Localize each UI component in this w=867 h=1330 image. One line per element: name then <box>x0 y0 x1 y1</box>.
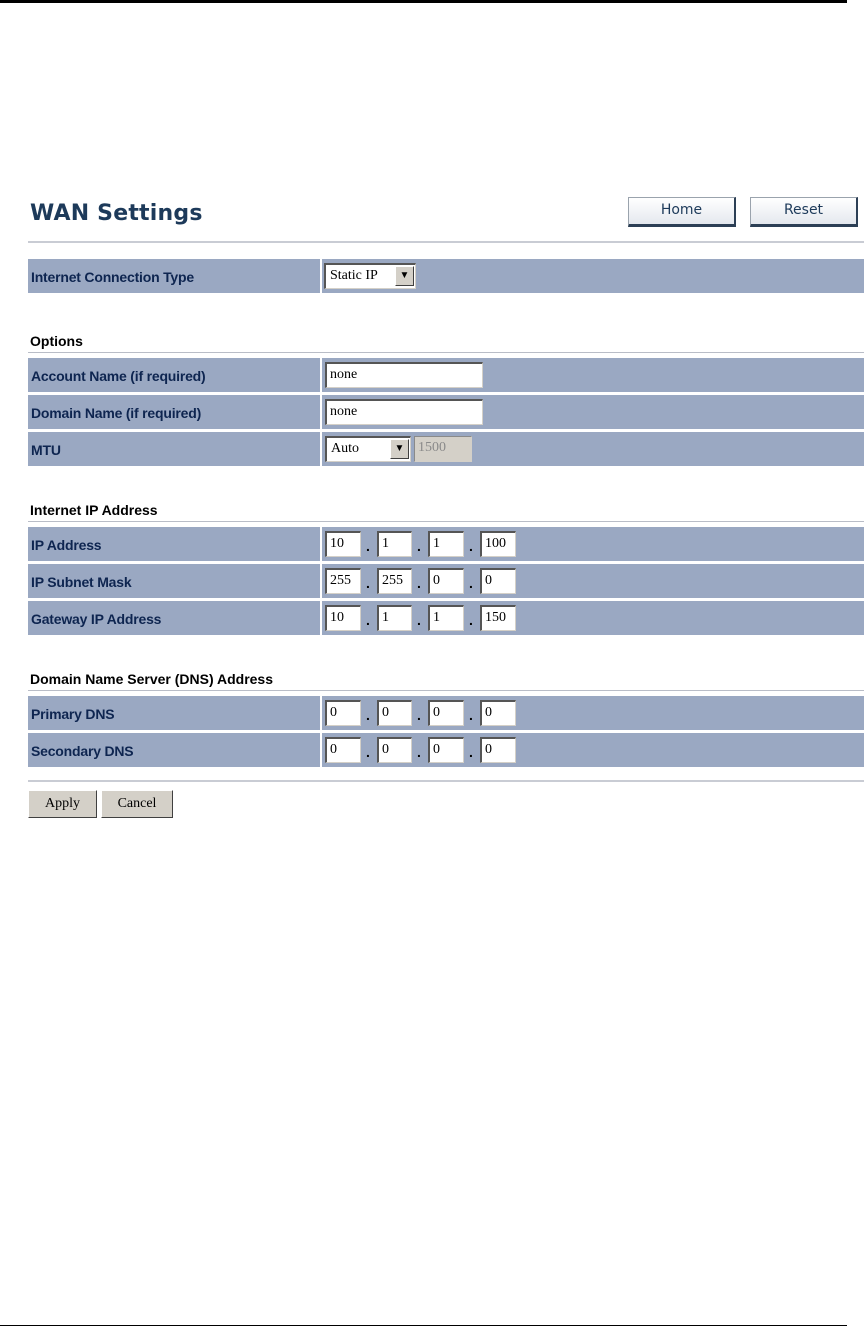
octet-separator: . <box>469 612 473 628</box>
octet-separator: . <box>417 744 421 760</box>
connection-type-row <box>28 259 864 293</box>
secondary-dns-octet-1[interactable]: 0 <box>325 737 361 763</box>
account-name-row <box>28 358 864 392</box>
bottom-rule <box>0 1325 847 1326</box>
dns-heading: Domain Name Server (DNS) Address <box>30 671 274 687</box>
page-header <box>28 195 864 243</box>
secondary-dns-octet-3[interactable]: 0 <box>428 737 464 763</box>
primary-dns-octet-1[interactable]: 0 <box>325 700 361 726</box>
connection-type-label: Internet Connection Type <box>31 269 194 285</box>
octet-separator: . <box>469 707 473 723</box>
mask-octet-4[interactable]: 0 <box>480 568 516 594</box>
reset-button[interactable]: Reset <box>750 197 858 227</box>
gateway-octet-2[interactable]: 1 <box>377 605 412 631</box>
account-name-label: Account Name (if required) <box>31 368 206 384</box>
octet-separator: . <box>366 538 370 554</box>
octet-separator: . <box>366 612 370 628</box>
octet-separator: . <box>469 575 473 591</box>
gateway-octet-3[interactable]: 1 <box>428 605 464 631</box>
options-divider <box>28 352 864 353</box>
secondary-dns-row <box>28 733 864 767</box>
primary-dns-octet-3[interactable]: 0 <box>428 700 464 726</box>
header-divider <box>28 241 864 243</box>
octet-separator: . <box>366 744 370 760</box>
gateway-octet-1[interactable]: 10 <box>325 605 361 631</box>
options-heading: Options <box>30 333 83 349</box>
gateway-label: Gateway IP Address <box>31 611 162 627</box>
connection-type-value: Static IP <box>330 268 378 283</box>
ip-octet-4[interactable]: 100 <box>480 531 516 557</box>
subnet-mask-label: IP Subnet Mask <box>31 574 132 590</box>
octet-separator: . <box>469 538 473 554</box>
ip-address-label: IP Address <box>31 537 102 553</box>
primary-dns-octet-2[interactable]: 0 <box>377 700 412 726</box>
apply-button[interactable]: Apply <box>28 790 97 818</box>
chevron-down-icon[interactable]: ▼ <box>390 439 409 459</box>
mtu-label: MTU <box>31 442 61 458</box>
secondary-dns-label: Secondary DNS <box>31 743 134 759</box>
mtu-mode-select[interactable] <box>325 436 411 462</box>
secondary-dns-octet-4[interactable]: 0 <box>480 737 516 763</box>
gateway-octet-4[interactable]: 150 <box>480 605 516 631</box>
footer-divider <box>28 780 864 782</box>
cancel-button[interactable]: Cancel <box>101 790 173 818</box>
primary-dns-octet-4[interactable]: 0 <box>480 700 516 726</box>
gateway-row <box>28 601 864 635</box>
primary-dns-label: Primary DNS <box>31 706 115 722</box>
primary-dns-row <box>28 696 864 730</box>
octet-separator: . <box>366 707 370 723</box>
mask-octet-2[interactable]: 255 <box>377 568 412 594</box>
domain-name-label: Domain Name (if required) <box>31 405 202 421</box>
ip-octet-3[interactable]: 1 <box>428 531 464 557</box>
domain-name-row <box>28 395 864 429</box>
mtu-value-input: 1500 <box>414 436 472 462</box>
domain-name-input[interactable]: none <box>325 399 483 425</box>
ip-address-row <box>28 527 864 561</box>
ip-octet-2[interactable]: 1 <box>377 531 412 557</box>
ip-heading: Internet IP Address <box>30 502 158 518</box>
ip-octet-1[interactable]: 10 <box>325 531 361 557</box>
mask-octet-3[interactable]: 0 <box>428 568 464 594</box>
dns-divider <box>28 690 864 691</box>
home-button[interactable]: Home <box>628 197 736 227</box>
page-title: WAN Settings <box>30 201 203 226</box>
connection-type-select[interactable] <box>324 263 416 289</box>
subnet-mask-row <box>28 564 864 598</box>
mtu-row <box>28 432 864 466</box>
octet-separator: . <box>469 744 473 760</box>
octet-separator: . <box>417 612 421 628</box>
octet-separator: . <box>366 575 370 591</box>
octet-separator: . <box>417 707 421 723</box>
chevron-down-icon[interactable]: ▼ <box>395 266 414 286</box>
account-name-input[interactable]: none <box>325 362 483 388</box>
secondary-dns-octet-2[interactable]: 0 <box>377 737 412 763</box>
ip-divider <box>28 521 864 522</box>
octet-separator: . <box>417 538 421 554</box>
mask-octet-1[interactable]: 255 <box>325 568 361 594</box>
top-rule <box>0 0 847 3</box>
mtu-mode-value: Auto <box>331 441 359 456</box>
octet-separator: . <box>417 575 421 591</box>
